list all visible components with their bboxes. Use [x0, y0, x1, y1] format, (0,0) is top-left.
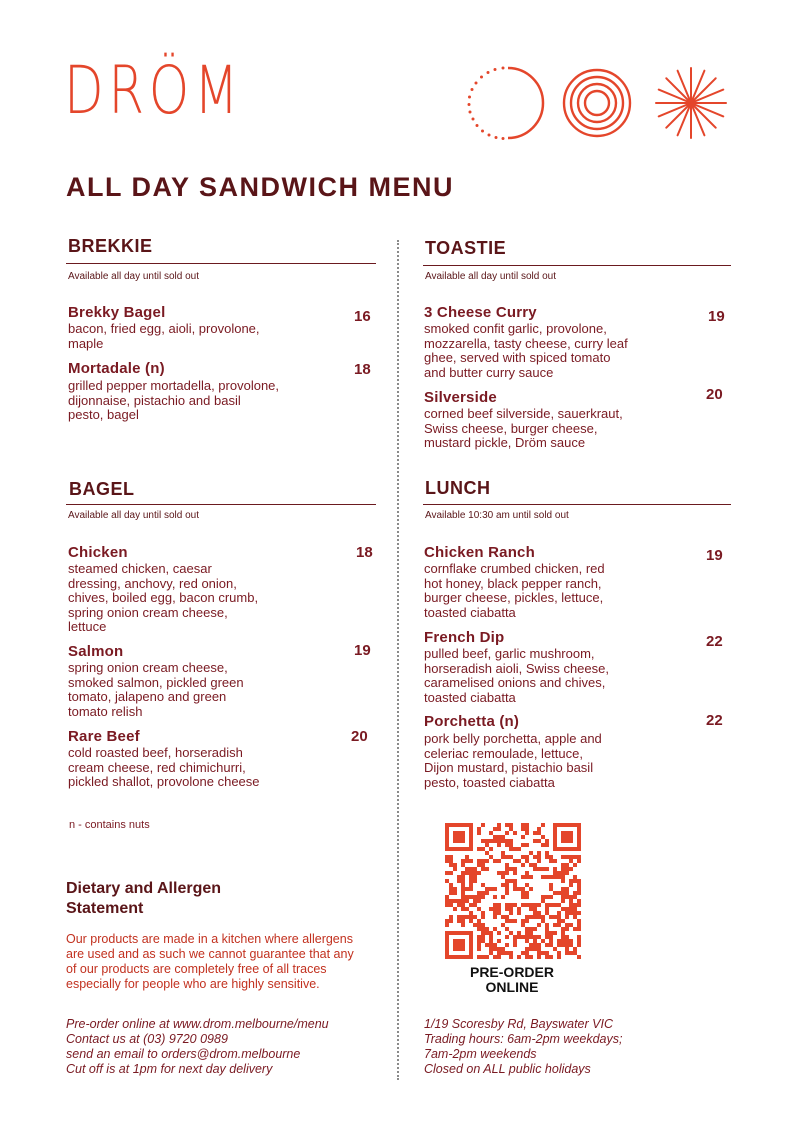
menu-item-description: pulled beef, garlic mushroom, horseradish aioli, Swiss cheese, caramelised onions and chives, toasted ciabatta	[424, 646, 609, 705]
menu-item-price: 19	[354, 642, 371, 659]
contact-line: Cut off is at 1pm for next day delivery	[66, 1062, 273, 1076]
location-line: 1/19 Scoresby Rd, Bayswater VIC	[424, 1017, 613, 1031]
dietary-title: Dietary and Allergen Statement	[66, 880, 222, 917]
menu-item-name: Chicken Ranch	[424, 544, 535, 561]
section-heading-lunch: LUNCH	[425, 478, 491, 498]
section-rule	[66, 504, 376, 505]
menu-item-price: 18	[354, 361, 371, 378]
menu-item-price: 19	[706, 547, 723, 564]
menu-item-price: 19	[708, 308, 725, 325]
contact-line: send an email to orders@drom.melbourne	[66, 1047, 301, 1061]
menu-item-name: Chicken	[68, 544, 128, 561]
availability-note: Available all day until sold out	[425, 271, 557, 282]
menu-item-description: corned beef silverside, sauerkraut, Swiss cheese, burger cheese, mustard pickle, Dröm sauce	[424, 406, 623, 450]
menu-item-description: bacon, fried egg, aioli, provolone, maple	[68, 321, 260, 351]
section-rule	[423, 504, 731, 505]
menu-item-price: 18	[356, 544, 373, 561]
location-info	[424, 1017, 744, 1077]
column-divider	[397, 240, 399, 1080]
menu-item-price: 22	[706, 633, 723, 650]
menu-item-name: 3 Cheese Curry	[424, 304, 537, 321]
availability-note: Available all day until sold out	[68, 271, 200, 282]
menu-item-name: Silverside	[424, 389, 497, 406]
contact-line: Contact us at (03) 9720 0989	[66, 1032, 228, 1046]
section-heading-toastie: TOASTIE	[425, 238, 507, 258]
menu-item-description: pork belly porchetta, apple and celeriac remoulade, lettuce, Dijon mustard, pistachio basil pesto, toasted ciabatta	[424, 731, 602, 790]
menu-item-description: grilled pepper mortadella, provolone, dijonnaise, pistachio and basil pesto, bagel	[68, 378, 280, 422]
menu-item-name: Rare Beef	[68, 728, 140, 745]
availability-note: Available all day until sold out	[68, 510, 200, 521]
decorative-circles-icon	[466, 66, 728, 140]
location-line: Trading hours: 6am-2pm weekdays;	[424, 1032, 623, 1046]
nuts-note: n - contains nuts	[69, 819, 150, 831]
menu-item-description: cold roasted beef, horseradish cream cheese, red chimichurri, pickled shallot, provolone cheese	[68, 745, 260, 789]
menu-item-name: French Dip	[424, 629, 505, 646]
contact-info	[66, 1017, 386, 1077]
menu-item-name: Mortadale (n)	[68, 360, 165, 377]
menu-item-price: 22	[706, 712, 723, 729]
dietary-body: Our products are made in a kitchen where allergens are used and as such we cannot guarantee that any of our products are completely free of all traces especially for people who are highly sensitive.	[66, 932, 354, 991]
menu-item-price: 20	[351, 728, 368, 745]
availability-note: Available 10:30 am until sold out	[425, 510, 569, 521]
page-title: ALL DAY SANDWICH MENU	[66, 172, 455, 202]
menu-item-description: cornflake crumbed chicken, red hot honey, black pepper ranch, burger cheese, pickles, lettuce, toasted ciabatta	[424, 561, 605, 620]
section-heading-brekkie: BREKKIE	[68, 236, 153, 256]
contact-line: Pre-order online at www.drom.melbourne/menu	[66, 1017, 329, 1031]
menu-item-description: steamed chicken, caesar dressing, anchovy, red onion, chives, boiled egg, bacon crumb, spring onion cream cheese, lettuce	[68, 561, 259, 634]
menu-item-name: Salmon	[68, 643, 124, 660]
section-rule	[66, 263, 376, 264]
menu-item-name: Brekky Bagel	[68, 304, 166, 321]
brand-logo: DRÖM	[64, 52, 244, 129]
qr-label: PRE-ORDER ONLINE	[469, 964, 554, 995]
location-line: Closed on ALL public holidays	[424, 1062, 591, 1076]
location-line: 7am-2pm weekends	[424, 1047, 537, 1061]
menu-item-description: spring onion cream cheese, smoked salmon, pickled green tomato, jalapeno and green tomato relish	[68, 660, 244, 719]
qr-code-icon[interactable]	[445, 823, 581, 959]
menu-item-name: Porchetta (n)	[424, 713, 520, 730]
menu-item-price: 20	[706, 386, 723, 403]
section-rule	[423, 265, 731, 266]
menu-item-description: smoked confit garlic, provolone, mozzarella, tasty cheese, curry leaf ghee, served with spiced tomato and butter curry sauce	[424, 321, 628, 380]
menu-item-price: 16	[354, 308, 371, 325]
section-heading-bagel: BAGEL	[69, 479, 135, 499]
